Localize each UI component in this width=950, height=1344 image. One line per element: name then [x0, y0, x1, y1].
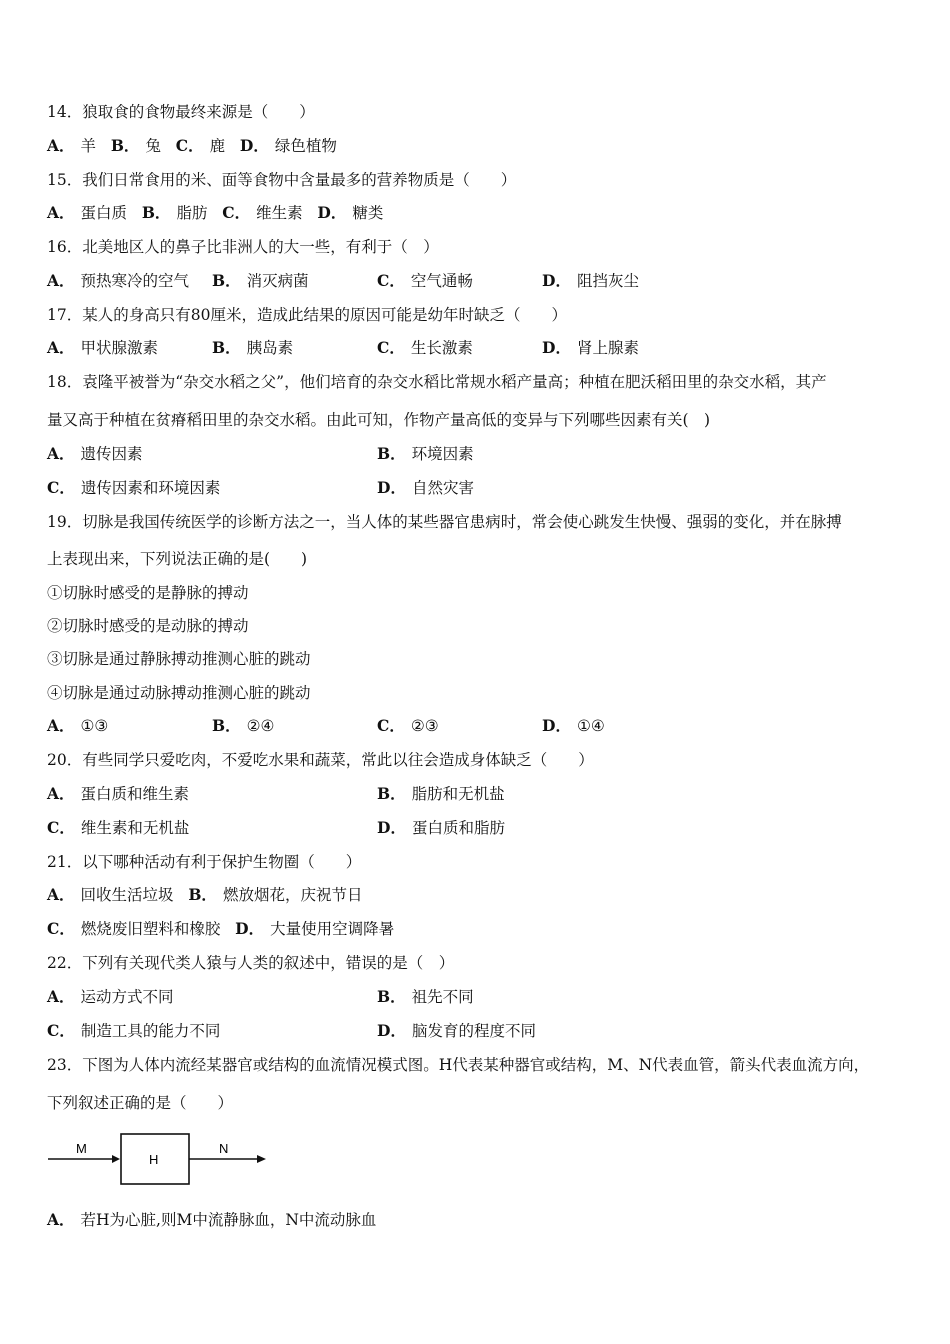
- label-h: H: [149, 1152, 159, 1167]
- q21-options-row1: [47, 885, 362, 905]
- q16-stem: 16．北美地区人的鼻子比非洲人的大一些，有利于（ ）: [47, 238, 439, 256]
- q19-statement-4: ④切脉是通过动脉搏动推测心脏的跳动: [47, 684, 311, 702]
- q20-option-a[interactable]: A． 蛋白质和维生素: [47, 784, 190, 803]
- q14-option-d[interactable]: D． 绿色植物: [239, 136, 337, 155]
- q21-option-c[interactable]: C． 燃烧废旧塑料和橡胶: [47, 919, 221, 938]
- q15-option-a[interactable]: A． 蛋白质: [47, 203, 128, 222]
- q16-option-d[interactable]: D． 阻挡灰尘: [542, 271, 639, 290]
- q15-option-c[interactable]: C． 维生素: [222, 203, 303, 222]
- q18-option-d[interactable]: D． 自然灾害: [377, 478, 474, 497]
- q22-option-c[interactable]: C． 制造工具的能力不同: [47, 1021, 221, 1040]
- q22-option-a[interactable]: A． 运动方式不同: [47, 987, 174, 1006]
- q18-option-b[interactable]: B． 环境因素: [377, 444, 474, 463]
- q21-stem: 21．以下哪种活动有利于保护生物圈（ ）: [47, 853, 362, 871]
- q14-option-b[interactable]: B． 兔: [110, 136, 161, 155]
- q16-option-a[interactable]: A． 预热寒冷的空气: [47, 271, 190, 290]
- q21-option-d[interactable]: D． 大量使用空调降暑: [235, 919, 395, 938]
- q14-option-c[interactable]: C． 鹿: [175, 136, 226, 155]
- q19-stem-cont: 上表现出来，下列说法正确的是( ): [47, 550, 308, 568]
- q22-option-b[interactable]: B． 祖先不同: [377, 987, 474, 1006]
- q15-options: [47, 203, 383, 223]
- q18-option-c[interactable]: C． 遗传因素和环境因素: [47, 478, 221, 497]
- q15-stem: 15．我们日常食用的米、面等食物中含量最多的营养物质是（ ）: [47, 171, 517, 189]
- q22-stem: 22．下列有关现代类人猿与人类的叙述中，错误的是（ ）: [47, 954, 455, 972]
- q21-option-a[interactable]: A． 回收生活垃圾: [47, 885, 174, 904]
- label-n: N: [219, 1141, 229, 1156]
- q14-option-a[interactable]: A． 羊: [47, 136, 97, 155]
- q19-stem: 19．切脉是我国传统医学的诊断方法之一，当人体的某些器官患病时，常会使心跳发生快慢、强弱的变化，并在脉搏: [47, 513, 842, 531]
- q18-stem: 18．袁隆平被誉为“杂交水稻之父”，他们培育的杂交水稻比常规水稻产量高；种植在肥沃稻田里的杂交水稻，其产: [47, 373, 827, 391]
- q19-statement-2: ②切脉时感受的是动脉的搏动: [47, 617, 249, 635]
- q14-stem: 14．狼取食的食物最终来源是（ ）: [47, 103, 315, 121]
- q16-option-c[interactable]: C． 空气通畅: [377, 271, 473, 290]
- q19-option-a[interactable]: A． ①③: [47, 716, 109, 735]
- q18-option-a[interactable]: A． 遗传因素: [47, 444, 143, 463]
- q23-option-a[interactable]: A． 若H为心脏,则M中流静脉血，N中流动脉血: [47, 1210, 377, 1229]
- q17-option-d[interactable]: D． 肾上腺素: [542, 338, 639, 357]
- q18-stem-cont: 量又高于种植在贫瘠稻田里的杂交水稻。由此可知，作物产量高低的变异与下列哪些因素有关( ): [47, 411, 711, 429]
- arrow-m-head: [112, 1155, 120, 1163]
- q20-option-c[interactable]: C． 维生素和无机盐: [47, 818, 190, 837]
- q20-option-d[interactable]: D． 蛋白质和脂肪: [377, 818, 505, 837]
- q16-option-b[interactable]: B． 消灭病菌: [212, 271, 309, 290]
- q19-statement-3: ③切脉是通过静脉搏动推测心脏的跳动: [47, 650, 311, 668]
- q22-option-d[interactable]: D． 脑发育的程度不同: [377, 1021, 536, 1040]
- arrow-n-head: [257, 1155, 266, 1163]
- q21-option-b[interactable]: B． 燃放烟花，庆祝节日: [188, 885, 363, 904]
- q19-option-c[interactable]: C． ②③: [377, 716, 439, 735]
- q15-option-b[interactable]: B． 脂肪: [141, 203, 208, 222]
- q19-option-d[interactable]: D． ①④: [542, 716, 605, 735]
- q17-option-b[interactable]: B． 胰岛素: [212, 338, 294, 357]
- blood-flow-diagram: [44, 1130, 274, 1190]
- q15-option-d[interactable]: D． 糖类: [317, 203, 384, 222]
- q17-option-c[interactable]: C． 生长激素: [377, 338, 473, 357]
- q17-option-a[interactable]: A． 甲状腺激素: [47, 338, 159, 357]
- q20-stem: 20．有些同学只爱吃肉，不爱吃水果和蔬菜，常此以往会造成身体缺乏（ ）: [47, 751, 594, 769]
- q21-options-row2: [47, 919, 394, 939]
- q14-options: [47, 136, 337, 156]
- q23-stem: 23．下图为人体内流经某器官或结构的血流情况模式图。H代表某种器官或结构，M、N代表血管，箭头代表血流方向，: [47, 1056, 870, 1074]
- label-m: M: [76, 1141, 87, 1156]
- q20-option-b[interactable]: B． 脂肪和无机盐: [377, 784, 505, 803]
- q23-stem-cont: 下列叙述正确的是（ ）: [47, 1094, 234, 1112]
- q17-stem: 17．某人的身高只有80厘米，造成此结果的原因可能是幼年时缺乏（ ）: [47, 306, 567, 324]
- q19-option-b[interactable]: B． ②④: [212, 716, 275, 735]
- q19-statement-1: ①切脉时感受的是静脉的搏动: [47, 584, 249, 602]
